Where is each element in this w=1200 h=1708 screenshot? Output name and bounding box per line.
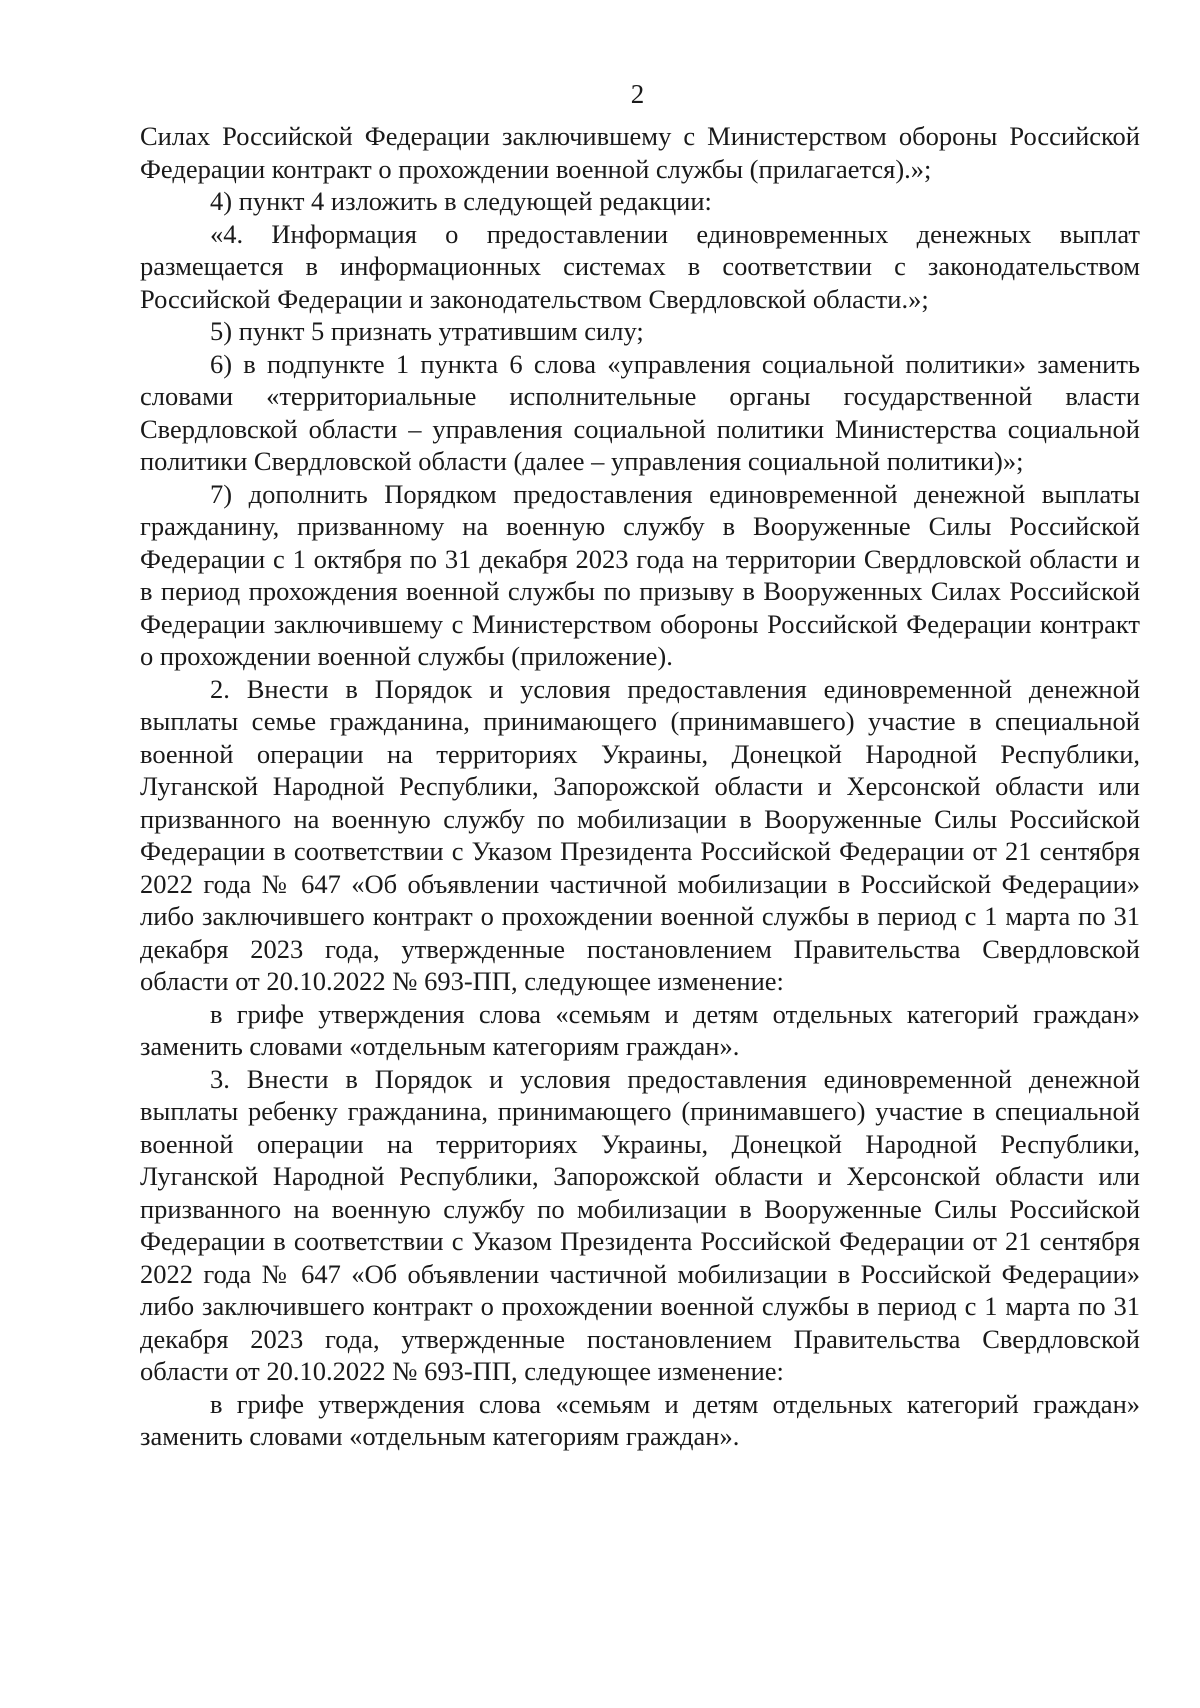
page-number: 2 [630,79,645,109]
paragraph-item-4-text: «4. Информация о предоставлении единовременных денежных выплат размещается в информационных системах в соответствии с законодательством Российской Федерации и законодательством Свердловской области.»; [140,218,1140,314]
paragraph-item-6: 6) в подпункте 1 пункта 6 слова «управления социальной политики» заменить словами «территориальные исполнительные органы государственной власти Свердловской области – управления социальной политики Министерства социальной политики Свердловской области (далее – управления социальной политики)»; [140,348,1140,476]
paragraph-section-2-change: в грифе утверждения слова «семьям и детям отдельных категорий граждан» заменить словами «отдельным категориям граждан». [140,998,1140,1061]
paragraph-section-2: 2. Внести в Порядок и условия предоставления единовременной денежной выплаты семье гражданина, принимающего (принимавшего) участие в специальной военной операции на территориях Украины, Донецкой Народной Республики, Луганской Народной Республики, Запорожской области и Херсонской области или призванного на военную службу по мобилизации в Вооруженные Силы Российской Федерации в соответствии с Указом Президента Российской Федерации от 21 сентября 2022 года № 647 «Об объявлении частичной мобилизации в Российской Федерации» либо заключившего контракт о прохождении военной службы в период с 1 марта по 31 декабря 2023 года, утвержденные постановлением Правительства Свердловской области от 20.10.2022 № 693-ПП, следующее изменение: [140,673,1140,996]
paragraph-item-4: 4) пункт 4 изложить в следующей редакции: [210,186,712,216]
paragraph-item-5: 5) пункт 5 признать утратившим силу; [210,316,644,346]
paragraph-item-7: 7) дополнить Порядком предоставления единовременной денежной выплаты гражданину, призванному на военную службу в Вооруженные Силы Российской Федерации с 1 октября по 31 декабря 2023 года на территории Свердловской области и в период прохождения военной службы по призыву в Вооруженных Силах Российской Федерации заключившему с Министерством обороны Российской Федерации контракт о прохождении военной службы (приложение). [140,478,1140,671]
paragraph-section-3-change: в грифе утверждения слова «семьям и детям отдельных категорий граждан» заменить словами «отдельным категориям граждан». [140,1388,1140,1451]
paragraph-continuation: Силах Российской Федерации заключившему с Министерством обороны Российской Федерации контракт о прохождении военной службы (прилагается).»; [140,121,1140,184]
paragraph-section-3: 3. Внести в Порядок и условия предоставления единовременной денежной выплаты ребенку гражданина, принимающего (принимавшего) участие в специальной военной операции на территориях Украины, Донецкой Народной Республики, Луганской Народной Республики, Запорожской области и Херсонской области или призванного на военную службу по мобилизации в Вооруженные Силы Российской Федерации в соответствии с Указом Президента Российской Федерации от 21 сентября 2022 года № 647 «Об объявлении частичной мобилизации в Российской Федерации» либо заключившего контракт о прохождении военной службы в период с 1 марта по 31 декабря 2023 года, утвержденные постановлением Правительства Свердловской области от 20.10.2022 № 693-ПП, следующее изменение: [140,1063,1140,1386]
document-body [140,120,1140,1453]
